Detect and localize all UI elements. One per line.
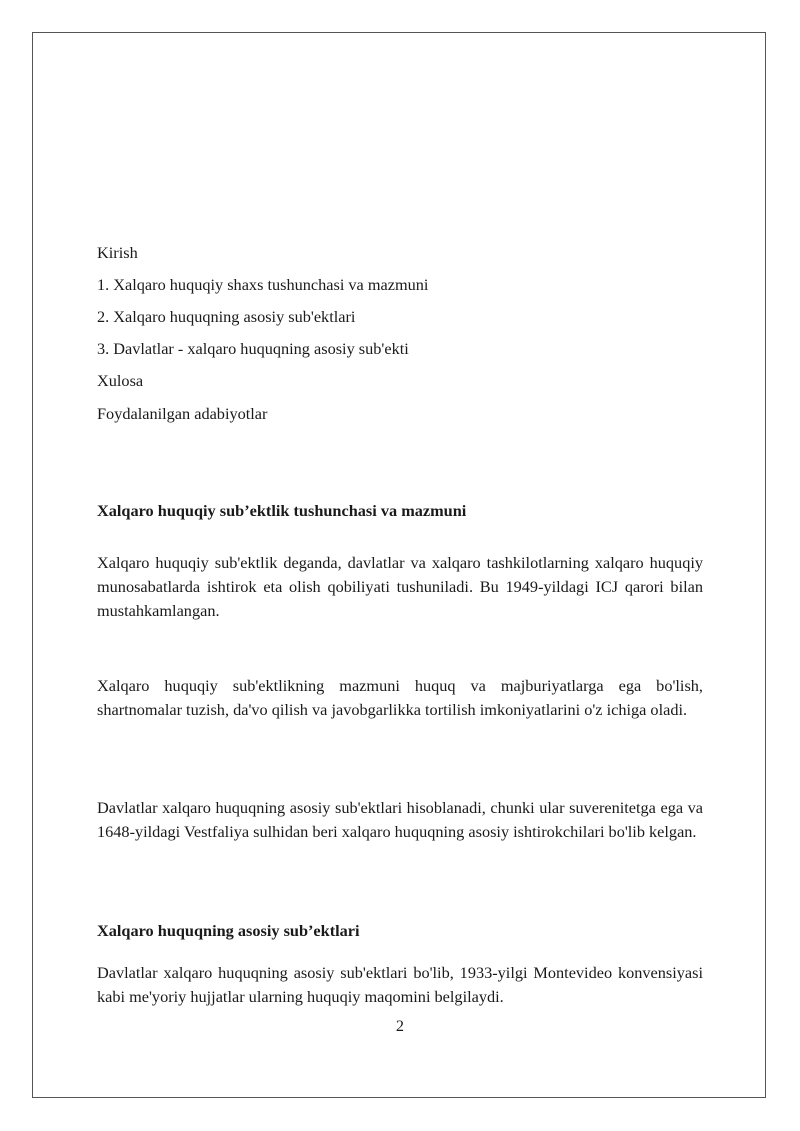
paragraph-4: Davlatlar xalqaro huquqning asosiy sub'ektlari bo'lib, 1933-yilgi Montevideo konvensiyasi kabi me'yoriy hujjatlar ularning huquqiy maqomini belgilaydi. [97, 963, 703, 1006]
section-heading-2: Xalqaro huquqning asosiy sub’ektlari [97, 921, 360, 940]
toc-item-conclusion: Xulosa [97, 371, 144, 390]
paragraph-3: Davlatlar xalqaro huquqning asosiy sub'ektlari hisoblanadi, chunki ular suverenitetga ega va 1648-yildagi Vestfaliya sulhidan beri xalqaro huquqning asosiy ishtirokchilari bo'lib kelgan. [97, 798, 703, 841]
section-heading-1: Xalqaro huquqiy sub’ektlik tushunchasi va mazmuni [97, 501, 467, 520]
toc-item-introduction: Kirish [97, 243, 138, 262]
toc-item-references: Foydalanilgan adabiyotlar [97, 404, 268, 423]
paragraph-1: Xalqaro huquqiy sub'ektlik deganda, davlatlar va xalqaro tashkilotlarning xalqaro huquqiy munosabatlarda ishtirok eta olish qobiliyati tushuniladi. Bu 1949-yildagi ICJ qarori bilan mustahkamlangan. [97, 553, 703, 620]
toc-item-1: 1. Xalqaro huquqiy shaxs tushunchasi va mazmuni [97, 275, 429, 294]
page-number: 2 [395, 1016, 405, 1035]
toc-item-2: 2. Xalqaro huquqning asosiy sub'ektlari [97, 307, 356, 326]
toc-item-3: 3. Davlatlar - xalqaro huquqning asosiy sub'ekti [97, 339, 409, 358]
paragraph-2: Xalqaro huquqiy sub'ektlikning mazmuni huquq va majburiyatlarga ega bo'lish, shartnomalar tuzish, da'vo qilish va javobgarlikka tortilish imkoniyatlarini o'z ichiga oladi. [97, 676, 703, 719]
